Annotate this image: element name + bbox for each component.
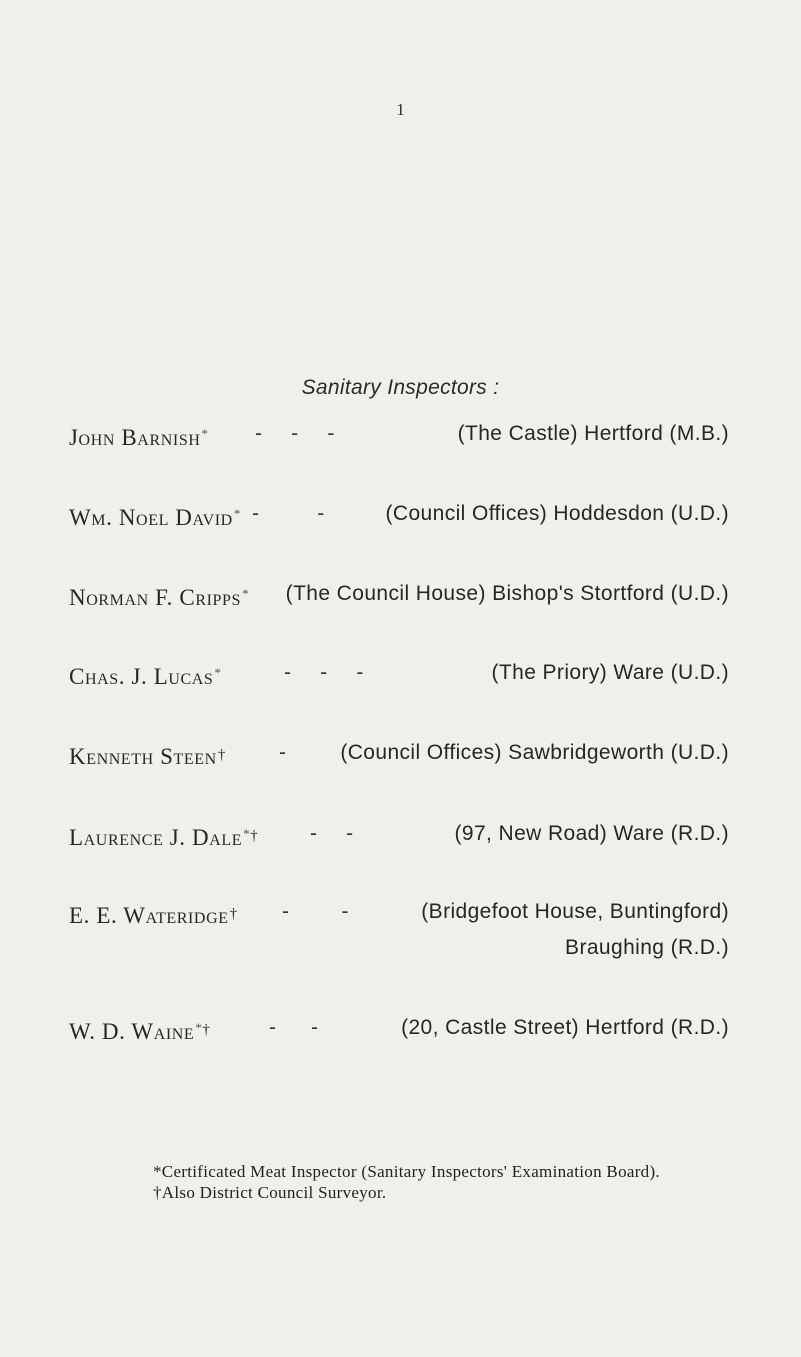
leader-dashes: - - - (284, 661, 364, 684)
footnote-surveyor: †Also District Council Surveyor. (153, 1183, 387, 1202)
address-line-1: (Bridgefoot House, Buntingford) (421, 900, 729, 923)
inspector-name: Laurence J. Dale*† (69, 825, 259, 850)
certificate-mark: * (214, 665, 222, 680)
surveyor-mark: † (217, 747, 226, 763)
surveyor-mark: † (250, 828, 259, 844)
section-heading: Sanitary Inspectors : (301, 376, 500, 399)
leader-dashes: - - (252, 502, 325, 525)
certificate-mark: * (233, 506, 241, 521)
inspector-address: (Council Offices) Hoddesdon (U.D.) (385, 502, 729, 525)
inspector-address: (The Council House) Bishop's Stortford (U.D.) (285, 582, 729, 605)
leader-dashes: - - (269, 1016, 318, 1039)
surveyor-mark: † (229, 906, 238, 922)
inspector-name: Wm. Noel David* (69, 505, 241, 530)
inspector-address (421, 898, 729, 962)
inspector-address: (20, Castle Street) Hertford (R.D.) (401, 1016, 729, 1039)
certificate-mark: * (243, 826, 251, 841)
inspector-address: (97, New Road) Ware (R.D.) (454, 822, 729, 845)
inspector-address: (The Priory) Ware (U.D.) (491, 661, 729, 684)
inspector-address: (Council Offices) Sawbridgeworth (U.D.) (340, 741, 729, 764)
inspector-name: W. D. Waine*† (69, 1019, 211, 1044)
page-number: 1 (396, 100, 405, 119)
leader-dashes: - - (310, 822, 354, 845)
inspector-name: Kenneth Steen† (69, 744, 226, 769)
address-line-2: Braughing (R.D.) (565, 936, 729, 959)
inspector-name: E. E. Wateridge† (69, 903, 238, 928)
leader-dashes: - - - (255, 422, 335, 445)
certificate-mark: * (242, 586, 250, 601)
inspector-name: Chas. J. Lucas* (69, 664, 222, 689)
footnote-certificated: *Certificated Meat Inspector (Sanitary Inspectors' Examination Board). (153, 1162, 660, 1181)
inspector-address: (The Castle) Hertford (M.B.) (457, 422, 729, 445)
certificate-mark: * (195, 1020, 203, 1035)
inspector-name: Norman F. Cripps* (69, 585, 250, 610)
inspector-name: John Barnish* (69, 425, 209, 450)
footnotes (153, 1161, 660, 1203)
surveyor-mark: † (202, 1022, 211, 1038)
certificate-mark: * (201, 426, 209, 441)
leader-dashes: - (279, 741, 286, 764)
leader-dashes: - - (282, 900, 349, 923)
